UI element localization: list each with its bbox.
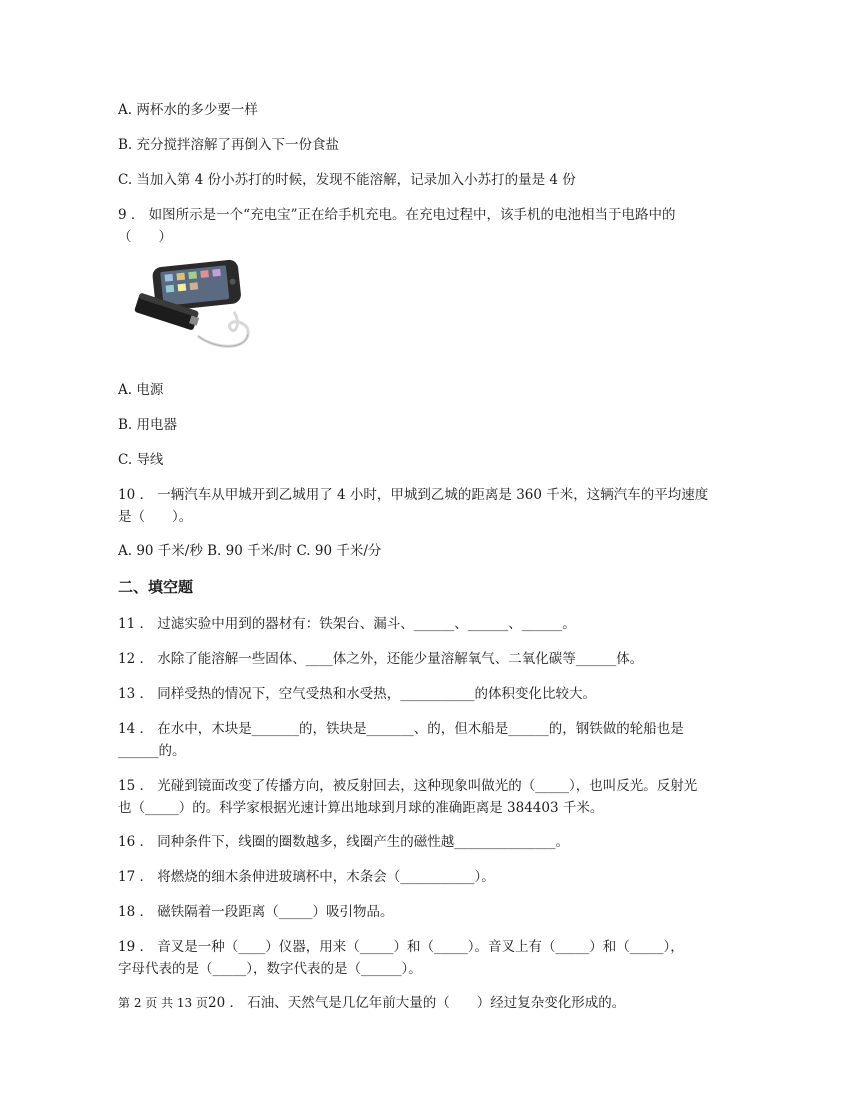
- question-9: 9 ． 如图所示是一个“充电宝”正在给手机充电。在充电过程中，该手机的电池相当于电路中的: [118, 207, 676, 223]
- question-13: 13 ． 同样受热的情况下，空气受热和水受热，___________的体积变化比较大。: [118, 686, 597, 702]
- question-11: 11 ． 过滤实验中用到的器材有：铁架台、漏斗、______、______、______。: [118, 616, 576, 632]
- section-title: 二、填空题: [118, 578, 194, 596]
- question-9-blank: （ ）: [118, 229, 172, 245]
- option-9c: C. 导线: [118, 452, 164, 468]
- question-19: 19 ． 音叉是一种（____）仪器，用来（_____）和（_____）。音叉上有（_____）和（_____），: [118, 939, 684, 955]
- option-8c: C. 当加入第 4 份小苏打的时候，发现不能溶解，记录加入小苏打的量是 4 份: [118, 172, 576, 188]
- option-8b: B. 充分搅拌溶解了再倒入下一份食盐: [118, 137, 340, 153]
- question-20: 20 ． 石油、天然气是几亿年前大量的（ ）经过复杂变化形成的。: [207, 995, 626, 1011]
- question-19-cont: 字母代表的是（_____），数字代表的是（______）。: [118, 961, 422, 977]
- question-14-cont: ______的。: [118, 743, 186, 759]
- question-10-cont: 是（ ）。: [118, 509, 193, 525]
- question-10: 10 ． 一辆汽车从甲城开到乙城用了 4 小时，甲城到乙城的距离是 360 千米，这辆汽车的平均速度: [118, 487, 709, 503]
- options-10: A. 90 千米/秒 B. 90 千米/时 C. 90 千米/分: [118, 543, 382, 559]
- question-14: 14 ． 在水中，木块是_______的，铁块是_______、的，但木船是______的，钢铁做的轮船也是: [118, 721, 684, 737]
- option-9a: A. 电源: [118, 382, 164, 398]
- question-12: 12 ． 水除了能溶解一些固体、____体之外，还能少量溶解氧气、二氧化碳等______体。: [118, 651, 644, 667]
- option-8a: A. 两杯水的多少要一样: [118, 102, 258, 118]
- page-number: 第 2 页 共 13 页: [118, 996, 208, 1010]
- question-17: 17 ． 将燃烧的细木条伸进玻璃杯中，木条会（___________）。: [118, 869, 495, 885]
- question-15: 15 ． 光碰到镜面改变了传播方向，被反射回去，这种现象叫做光的（_____），也叫反光。反射光: [118, 778, 698, 794]
- question-16: 16 ． 同种条件下，线圈的圈数越多，线圈产生的磁性越_______________。: [118, 834, 570, 850]
- option-9b: B. 用电器: [118, 417, 178, 433]
- question-15-cont: 也（_____）的。科学家根据光速计算出地球到月球的准确距离是 384403 千米。: [118, 800, 604, 816]
- question-18: 18 ． 磁铁隔着一段距离（_____）吸引物品。: [118, 904, 394, 920]
- power-bank-phone-image: [126, 258, 256, 358]
- page-footer: [118, 993, 625, 1013]
